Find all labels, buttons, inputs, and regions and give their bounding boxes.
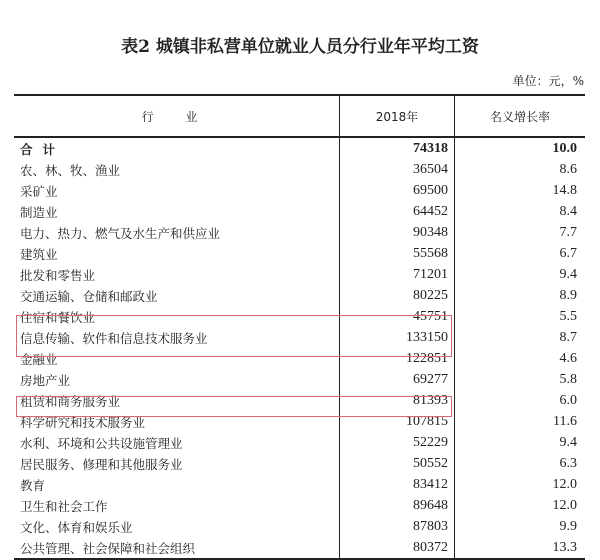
industry-cell: 文化、体育和娱乐业 [14,516,340,537]
wage-cell: 83412 [340,474,455,495]
wage-cell: 36504 [340,159,455,180]
table-row [14,453,585,474]
table-row [14,432,585,453]
industry-cell: 批发和零售业 [14,264,340,285]
wage-cell: 55568 [340,243,455,264]
industry-cell: 住宿和餐饮业 [14,306,340,327]
growth-cell: 12.0 [552,497,577,513]
growth-cell: 4.6 [559,350,577,366]
wage-cell: 50552 [340,453,455,474]
wage-cell: 87803 [340,516,455,537]
industry-cell: 居民服务、修理和其他服务业 [14,453,340,474]
growth-cell: 12.0 [552,476,577,492]
wage-cell: 80372 [340,537,455,558]
growth-cell: 10.0 [552,140,577,156]
highlight-box [16,315,452,357]
table-row [14,495,585,516]
industry-cell: 卫生和社会工作 [14,495,340,516]
growth-cell: 9.4 [559,434,577,450]
wage-cell: 69277 [340,369,455,390]
unit-label: 单位：元，% [512,74,584,88]
table-row [14,159,585,180]
table-header [14,96,585,138]
industry-cell: 教育 [14,474,340,495]
wage-cell: 81393 [340,390,455,411]
industry-cell: 电力、热力、燃气及水生产和供应业 [14,222,340,243]
wage-cell: 52229 [340,432,455,453]
growth-cell: 9.9 [559,518,577,534]
wage-cell: 89648 [340,495,455,516]
industry-cell: 房地产业 [14,369,340,390]
growth-cell: 5.8 [559,371,577,387]
growth-cell: 13.3 [552,539,577,555]
industry-cell: 科学研究和技术服务业 [14,411,340,432]
industry-cell: 交通运输、仓储和邮政业 [14,285,340,306]
wage-cell: 64452 [340,201,455,222]
wage-cell: 107815 [340,411,455,432]
table-row [14,285,585,306]
growth-cell: 6.3 [559,455,577,471]
growth-cell: 6.7 [559,245,577,261]
growth-cell: 8.6 [559,161,577,177]
total-row [14,138,585,159]
industry-cell: 租赁和商务服务业 [14,390,340,411]
wage-cell: 122851 [340,348,455,369]
table-row [14,264,585,285]
table-row [14,180,585,201]
wage-cell: 71201 [340,264,455,285]
industry-cell: 金融业 [14,348,340,369]
industry-cell: 制造业 [14,201,340,222]
table-row [14,222,585,243]
header-industry: 行 业 [14,96,340,136]
highlight-box [16,396,452,417]
industry-cell: 采矿业 [14,180,340,201]
growth-cell: 8.4 [559,203,577,219]
table-row [14,516,585,537]
growth-cell: 8.9 [559,287,577,303]
wage-cell: 133150 [340,327,455,348]
growth-cell: 8.7 [559,329,577,345]
header-growth: 名义增长率 [489,109,550,124]
header-year: 2018年 [340,96,455,136]
growth-cell: 11.6 [553,413,577,429]
growth-cell: 6.0 [559,392,577,408]
table-row [14,201,585,222]
industry-cell: 农、林、牧、渔业 [14,159,340,180]
table-row [14,369,585,390]
table-title: 表2 城镇非私营单位就业人员分行业年平均工资 [121,37,479,57]
wage-cell: 45751 [340,306,455,327]
growth-cell: 5.5 [559,308,577,324]
wage-cell: 69500 [340,180,455,201]
wage-cell: 80225 [340,285,455,306]
table-row [14,474,585,495]
table-row [14,243,585,264]
industry-cell: 建筑业 [14,243,340,264]
industry-cell: 信息传输、软件和信息技术服务业 [14,327,340,348]
wage-cell: 90348 [340,222,455,243]
wage-cell: 74318 [340,138,455,159]
table-row [14,537,585,558]
industry-cell: 水利、环境和公共设施管理业 [14,432,340,453]
growth-cell: 14.8 [552,182,577,198]
growth-cell: 9.4 [559,266,577,282]
industry-cell: 公共管理、社会保障和社会组织 [14,537,340,558]
industry-cell: 合计 [14,138,340,159]
growth-cell: 7.7 [559,224,577,240]
